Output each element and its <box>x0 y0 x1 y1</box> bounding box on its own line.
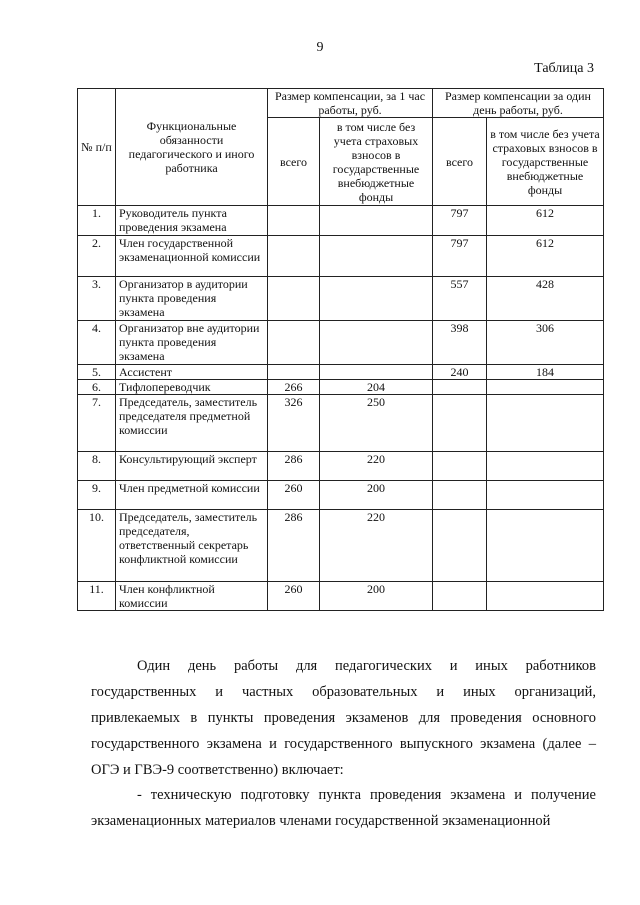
row-daily-excl: 184 <box>487 365 604 380</box>
row-num: 10. <box>78 510 116 582</box>
body-paragraph-2: - техническую подготовку пункта проведения экзамена и получение экзаменационных материалов членами государственной экзаменационной <box>91 787 596 829</box>
body-paragraph-1: Один день работы для педагогических и иных работников государственных и частных образовательных и иных организаций, привлекаемых в пункты проведения экзаменов для проведения основного государственного экзамена и государственного выпускного экзамена (далее – ОГЭ и ГВЭ-9 соответственно) включает: <box>91 658 596 778</box>
row-num: 5. <box>78 365 116 380</box>
row-daily-excl: 306 <box>487 321 604 365</box>
row-daily-excl <box>487 582 604 611</box>
table-row <box>78 277 604 321</box>
table-row <box>78 380 604 395</box>
row-num: 6. <box>78 380 116 395</box>
row-hourly-excl <box>320 236 433 277</box>
row-daily-total: 797 <box>433 206 487 236</box>
row-num: 4. <box>78 321 116 365</box>
table-row <box>78 582 604 611</box>
header-daily-total: всего <box>433 118 487 206</box>
row-function: Член предметной комиссии <box>116 481 268 510</box>
compensation-table <box>77 88 604 611</box>
header-hourly-excl: в том числе без учета страховых взносов в государственные внебюджетные фонды <box>320 118 433 206</box>
header-daily-excl: в том числе без учета страховых взносов в государственные внебюджетные фонды <box>487 118 604 206</box>
row-hourly-total <box>268 365 320 380</box>
row-function: Тифлопереводчик <box>116 380 268 395</box>
row-function: Председатель, заместитель председателя предметной комиссии <box>116 395 268 452</box>
row-num: 7. <box>78 395 116 452</box>
table-row <box>78 481 604 510</box>
row-hourly-total: 286 <box>268 452 320 481</box>
row-hourly-total: 326 <box>268 395 320 452</box>
header-num: № п/п <box>78 89 116 206</box>
page-number: 9 <box>316 40 324 55</box>
row-hourly-total: 260 <box>268 481 320 510</box>
row-daily-excl: 612 <box>487 206 604 236</box>
row-hourly-excl: 204 <box>320 380 433 395</box>
row-hourly-total: 266 <box>268 380 320 395</box>
row-daily-excl <box>487 395 604 452</box>
row-hourly-excl: 220 <box>320 452 433 481</box>
row-num: 9. <box>78 481 116 510</box>
row-daily-total: 557 <box>433 277 487 321</box>
row-function: Руководитель пункта проведения экзамена <box>116 206 268 236</box>
row-daily-total <box>433 452 487 481</box>
row-hourly-total <box>268 206 320 236</box>
table-row <box>78 452 604 481</box>
row-daily-total <box>433 510 487 582</box>
row-daily-total <box>433 395 487 452</box>
row-daily-excl: 428 <box>487 277 604 321</box>
header-hourly: Размер компенсации, за 1 час работы, руб. <box>268 89 433 118</box>
table-label: Таблица 3 <box>534 61 594 76</box>
row-daily-total: 240 <box>433 365 487 380</box>
row-daily-excl <box>487 510 604 582</box>
row-num: 8. <box>78 452 116 481</box>
row-daily-excl <box>487 380 604 395</box>
table-row <box>78 206 604 236</box>
row-daily-excl <box>487 452 604 481</box>
table-row <box>78 236 604 277</box>
row-hourly-total <box>268 321 320 365</box>
row-hourly-excl: 200 <box>320 582 433 611</box>
row-function: Председатель, заместитель председателя, ответственный секретарь конфликтной комиссии <box>116 510 268 582</box>
row-daily-excl <box>487 481 604 510</box>
row-hourly-excl <box>320 321 433 365</box>
row-hourly-total: 260 <box>268 582 320 611</box>
row-function: Член конфликтной комиссии <box>116 582 268 611</box>
row-function: Консультирующий эксперт <box>116 452 268 481</box>
table-row <box>78 395 604 452</box>
row-hourly-excl <box>320 365 433 380</box>
row-function: Организатор вне аудитории пункта проведения экзамена <box>116 321 268 365</box>
header-function: Функциональные обязанности педагогического и иного работника <box>116 89 268 206</box>
row-hourly-excl <box>320 277 433 321</box>
row-hourly-total <box>268 236 320 277</box>
row-num: 2. <box>78 236 116 277</box>
table-row <box>78 321 604 365</box>
row-daily-excl: 612 <box>487 236 604 277</box>
row-function: Член государственной экзаменационной комиссии <box>116 236 268 277</box>
table-row <box>78 510 604 582</box>
header-daily: Размер компенсации за один день работы, руб. <box>433 89 604 118</box>
table-row <box>78 365 604 380</box>
row-daily-total: 398 <box>433 321 487 365</box>
row-daily-total <box>433 481 487 510</box>
row-num: 1. <box>78 206 116 236</box>
row-num: 11. <box>78 582 116 611</box>
row-hourly-total: 286 <box>268 510 320 582</box>
row-hourly-excl: 250 <box>320 395 433 452</box>
row-daily-total: 797 <box>433 236 487 277</box>
row-daily-total <box>433 582 487 611</box>
row-hourly-total <box>268 277 320 321</box>
header-hourly-total: всего <box>268 118 320 206</box>
row-hourly-excl <box>320 206 433 236</box>
row-hourly-excl: 220 <box>320 510 433 582</box>
row-hourly-excl: 200 <box>320 481 433 510</box>
row-function: Ассистент <box>116 365 268 380</box>
row-function: Организатор в аудитории пункта проведения экзамена <box>116 277 268 321</box>
row-daily-total <box>433 380 487 395</box>
row-num: 3. <box>78 277 116 321</box>
